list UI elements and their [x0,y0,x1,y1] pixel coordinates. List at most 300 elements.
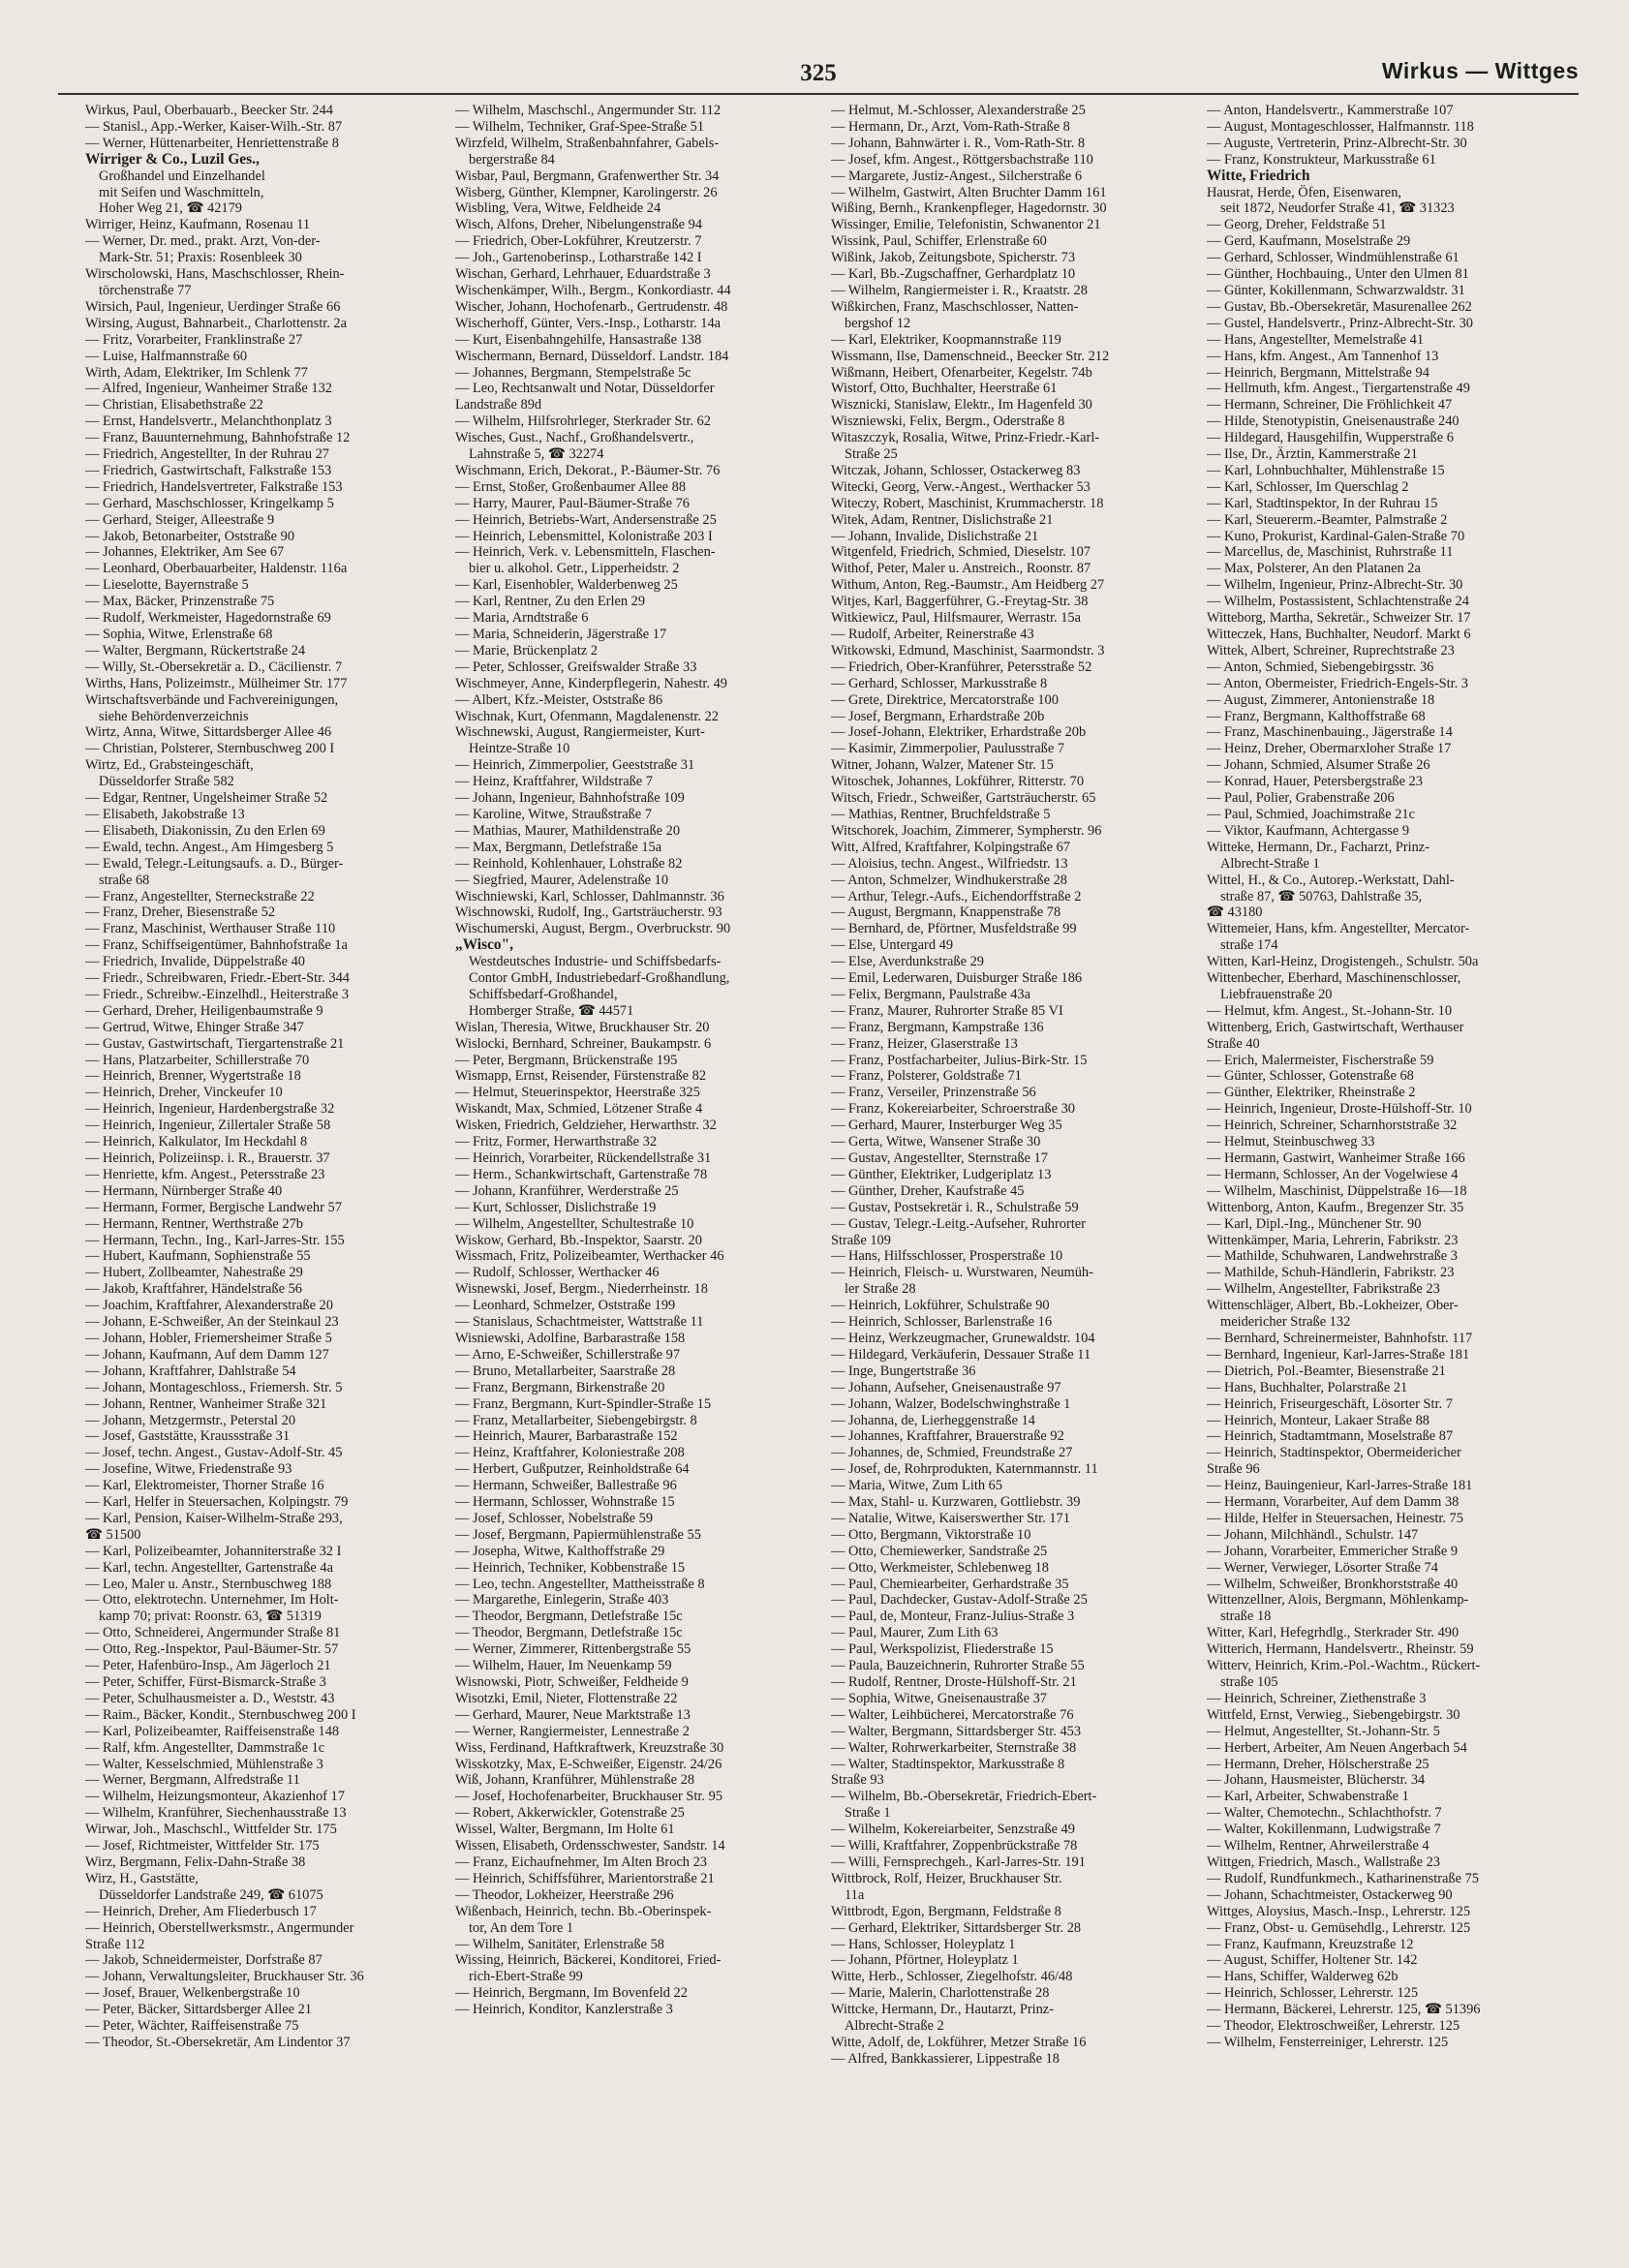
directory-entry: Witte, Friedrich [1207,168,1310,184]
directory-entry: — Hildegard, Verkäuferin, Dessauer Straße 11 [831,1346,1091,1363]
directory-entry: — Heinrich, Verk. v. Lebensmitteln, Flaschen- [455,544,716,561]
directory-entry: — Jakob, Schneidermeister, Dorfstraße 87 [85,1952,323,1969]
directory-entry: — Margarethe, Einlegerin, Straße 403 [455,1592,669,1609]
directory-entry: Wislan, Theresia, Witwe, Bruckhauser Str. 20 [455,1019,710,1035]
directory-entry: — Franz, Eichaufnehmer, Im Alten Broch 23 [455,1854,707,1870]
directory-entry: — Hans, Schlosser, Holeyplatz 1 [831,1936,1016,1952]
directory-entry: Wittgen, Friedrich, Masch., Wallstraße 23 [1207,1854,1440,1870]
directory-entry: — Günther, Dreher, Kaufstraße 45 [831,1182,1025,1199]
directory-entry: — Jakob, Kraftfahrer, Händelstraße 56 [85,1281,302,1298]
directory-entry: — Hilde, Stenotypistin, Gneisenaustraße 240 [1207,414,1460,430]
directory-entry: — Werner, Hüttenarbeiter, Henriettenstraße 8 [85,135,339,151]
directory-entry: Withum, Anton, Reg.-Baumstr., Am Heidberg 27 [831,577,1105,594]
directory-entry: — Johann, Walzer, Bodelschwinghstraße 1 [831,1395,1071,1412]
directory-entry: — Walter, Leihbücherei, Mercatorstraße 76 [831,1706,1074,1723]
directory-entry: — Heinrich, Ingenieur, Hardenbergstraße 32 [85,1101,335,1118]
directory-entry: — Franz, Verseiler, Prinzenstraße 56 [831,1085,1036,1101]
directory-entry: — Raim., Bäcker, Kondit., Sternbuschweg 200 I [85,1706,356,1723]
directory-entry: Wirzfeld, Wilhelm, Straßenbahnfahrer, Gabels- [455,135,720,151]
directory-entry: — Reinhold, Kohlenhauer, Lohstraße 82 [455,855,683,872]
directory-entry: — Peter, Schulhausmeister a. D., Weststr. 43 [85,1690,335,1706]
directory-entry: — Johann, Kraftfahrer, Dahlstraße 54 [85,1363,296,1379]
directory-entry: Wirtschaftsverbände und Fachvereinigungen, [85,691,339,708]
directory-entry: Wisnowski, Piotr, Schweißer, Feldheide 9 [455,1674,689,1690]
directory-entry: 11a [845,1886,865,1903]
directory-entry: Wistorf, Otto, Buchhalter, Heerstraße 61 [831,381,1058,397]
directory-entry: — Anton, Obermeister, Friedrich-Engels-Str. 3 [1207,675,1468,691]
directory-entry: — Elisabeth, Diakonissin, Zu den Erlen 69 [85,822,325,839]
directory-entry: Witteczek, Hans, Buchhalter, Neudorf. Markt 6 [1207,627,1471,642]
directory-entry: Wiß, Johann, Kranführer, Mühlenstraße 28 [455,1772,695,1789]
directory-entry: Witterv, Heinrich, Krim.-Pol.-Wachtm., Rückert- [1207,1658,1481,1674]
directory-entry: — Ralf, kfm. Angestellter, Dammstraße 1c [85,1739,325,1756]
directory-entry: — Hans, Buchhalter, Polarstraße 21 [1207,1379,1408,1395]
directory-entry: — Heinrich, Ingenieur, Zillertaler Straße 58 [85,1118,331,1134]
directory-entry: Straße 93 [831,1772,884,1789]
directory-entry: siehe Behördenverzeichnis [99,708,249,724]
directory-entry: — Werner, Zimmerer, Rittenbergstraße 55 [455,1641,692,1658]
directory-entry: — Josef-Johann, Elektriker, Erhardstraße 20b [831,724,1087,741]
directory-entry: — Hermann, Schreiner, Die Fröhlichkeit 47 [1207,397,1453,414]
directory-entry: — Heinrich, Brenner, Wygertstraße 18 [85,1068,301,1085]
directory-entry: — Karl, Elektromeister, Thorner Straße 16 [85,1478,324,1494]
directory-entry: — Wilhelm, Ingenieur, Prinz-Albrecht-Str. 30 [1207,577,1463,594]
directory-entry: — Walter, Kokillenmann, Ludwigstraße 7 [1207,1822,1441,1838]
directory-entry: Wisches, Gust., Nachf., Großhandelsvertr., [455,430,694,446]
directory-entry: — Joh., Gartenoberinsp., Lotharstraße 142 I [455,250,702,266]
directory-entry: — Fritz, Former, Herwarthstraße 32 [455,1134,658,1150]
directory-entry: — Grete, Direktrice, Mercatorstraße 100 [831,691,1059,708]
directory-entry: — Franz, Maschinenbauing., Jägerstraße 14 [1207,724,1453,741]
directory-entry: Wischumerski, August, Bergm., Overbruckstr. 90 [455,921,731,937]
directory-entry: — Heinrich, Monteur, Lakaer Straße 88 [1207,1412,1429,1428]
directory-entry: — Franz, Postfacharbeiter, Julius-Birk-Str. 15 [831,1052,1088,1068]
directory-entry: — Karl, Schlosser, Im Querschlag 2 [1207,478,1409,495]
directory-entry: — Felix, Bergmann, Paulstraße 43a [831,986,1030,1002]
directory-entry: — Johann, Kaufmann, Auf dem Damm 127 [85,1346,329,1363]
directory-entry: Wittenborg, Anton, Kaufm., Bregenzer Str. 35 [1207,1199,1464,1215]
directory-entry: — Alfred, Ingenieur, Wanheimer Straße 132 [85,381,332,397]
directory-entry: Wisberg, Günther, Klempner, Karolingerstr. 26 [455,184,718,200]
directory-entry: Wittek, Albert, Schreiner, Ruprechtstraße 23 [1207,642,1455,659]
directory-entry: — Heinrich, Lokführer, Schulstraße 90 [831,1298,1050,1314]
directory-entry: — Wilhelm, Schweißer, Bronkhorststraße 40 [1207,1576,1459,1592]
directory-entry: — Hubert, Zollbeamter, Nahestraße 29 [85,1265,303,1281]
directory-entry: — Konrad, Hauer, Petersbergstraße 23 [1207,774,1423,790]
directory-entry: — Hans, kfm. Angest., Am Tannenhof 13 [1207,348,1439,364]
directory-entry: — Heinrich, Dreher, Vinckeufer 10 [85,1085,283,1101]
directory-entry: — Mathilde, Schuh-Händlerin, Fabrikstr. 23 [1207,1265,1455,1281]
directory-entry: Wißenbach, Heinrich, techn. Bb.-Oberinspek- [455,1903,712,1919]
directory-entry: — Heinrich, Vorarbeiter, Rückendellstraße 31 [455,1150,712,1166]
directory-entry: Mark-Str. 51; Praxis: Rosenbleek 30 [99,250,302,266]
directory-entry: — Rudolf, Rundfunkmech., Katharinenstraße 75 [1207,1870,1479,1886]
directory-entry: — Hermann, Former, Bergische Landwehr 57 [85,1199,342,1215]
directory-entry: — Edgar, Rentner, Ungelsheimer Straße 52 [85,790,328,807]
directory-entry: — Rudolf, Rentner, Droste-Hülshoff-Str. 21 [831,1674,1077,1690]
directory-entry: — Peter, Hafenbüro-Insp., Am Jägerloch 21 [85,1658,331,1674]
directory-entry: — Gerhard, Maurer, Insterburger Weg 35 [831,1118,1062,1134]
directory-entry: Wittbrodt, Egon, Bergmann, Feldstraße 8 [831,1903,1061,1919]
directory-entry: — Wilhelm, Gastwirt, Alten Bruchter Damm 161 [831,184,1107,200]
directory-entry: — Johann, Kranführer, Werderstraße 25 [455,1182,679,1199]
directory-entry: — Inge, Bungertstraße 36 [831,1363,976,1379]
directory-entry: — Friedrich, Ober-Lokführer, Kreutzerstr. 7 [455,233,702,250]
directory-entry: — Gerta, Witwe, Wansener Straße 30 [831,1134,1041,1150]
directory-entry: — Gerhard, Steiger, Alleestraße 9 [85,511,275,528]
directory-entry: — Leo, techn. Angestellter, Mattheisstraße 8 [455,1576,705,1592]
directory-entry: — Bernhard, de, Pförtner, Musfeldstraße 99 [831,921,1077,937]
directory-entry: — Johannes, Bergmann, Stempelstraße 5c [455,364,692,381]
directory-entry: — Herbert, Arbeiter, Am Neuen Angerbach 54 [1207,1739,1467,1756]
directory-entry: — Arthur, Telegr.-Aufs., Eichendorffstraße 2 [831,888,1082,904]
directory-entry: — Hermann, Dr., Arzt, Vom-Rath-Straße 8 [831,118,1070,135]
directory-entry: — Franz, Konstrukteur, Markusstraße 61 [1207,151,1436,168]
directory-entry: Witteborg, Martha, Sekretär., Schweizer Str. 17 [1207,610,1471,627]
directory-entry: Contor GmbH, Industriebedarf-Großhandlung, [469,970,730,987]
directory-entry: Wiss, Ferdinand, Haftkraftwerk, Kreuzstraße 30 [455,1739,724,1756]
directory-entry: — Josef, techn. Angest., Gustav-Adolf-Str. 45 [85,1445,343,1461]
directory-entry: — Heinrich, Kalkulator, Im Heckdahl 8 [85,1134,308,1150]
directory-entry: — Aloisius, techn. Angest., Wilfriedstr. 13 [831,855,1068,872]
directory-entry: — Franz, Bauunternehmung, Bahnhofstraße 12 [85,430,351,446]
directory-entry: — Heinrich, Schlosser, Lehrerstr. 125 [1207,1985,1419,2002]
directory-entry: — Paul, de, Monteur, Franz-Julius-Straße 3 [831,1609,1075,1625]
directory-entry: — Wilhelm, Fensterreiniger, Lehrerstr. 125 [1207,2034,1449,2050]
directory-entry: — Karl, Polizeibeamter, Raiffeisenstraße 148 [85,1723,340,1739]
directory-entry: — Wilhelm, Kranführer, Siechenhausstraße 13 [85,1805,347,1822]
directory-entry: — Franz, Angestellter, Sterneckstraße 22 [85,888,315,904]
directory-entry: — Karl, Dipl.-Ing., Münchener Str. 90 [1207,1215,1422,1232]
directory-entry: Witte, Herb., Schlosser, Ziegelhofstr. 46/48 [831,1969,1073,1985]
directory-entry: — Heinrich, Maurer, Barbarastraße 152 [455,1428,678,1445]
directory-entry: — Natalie, Witwe, Kaiserswerther Str. 171 [831,1510,1070,1526]
directory-entry: — Leo, Rechtsanwalt und Notar, Düsseldorfer [455,381,715,397]
directory-entry: Withof, Peter, Maler u. Anstreich., Roonstr. 87 [831,561,1091,577]
directory-entry: Albrecht-Straße 2 [845,2018,944,2035]
directory-entry: — Willy, St.-Obersekretär a. D., Cäcilienstr. 7 [85,659,343,675]
directory-entry: Lahnstraße 5, ☎ 32274 [469,446,604,463]
directory-entry: — Heinrich, Zimmerpolier, Geeststraße 31 [455,757,695,774]
directory-entry: — Leonhard, Schmelzer, Oststraße 199 [455,1298,676,1314]
directory-entry: Straße 25 [845,446,898,463]
directory-entry: — Wilhelm, Kokereiarbeiter, Senzstraße 49 [831,1822,1075,1838]
directory-entry: — Walter, Chemotechn., Schlachthofstr. 7 [1207,1805,1442,1822]
directory-entry: Wischmann, Erich, Dekorat., P.-Bäumer-Str. 76 [455,462,721,478]
directory-entry: — Franz, Bergmann, Kampstraße 136 [831,1019,1044,1035]
directory-entry: — Karl, Arbeiter, Schwabenstraße 1 [1207,1789,1409,1805]
directory-entry: — Bernhard, Ingenieur, Karl-Jarres-Straße 181 [1207,1346,1470,1363]
directory-entry: — Friedrich, Ober-Kranführer, Petersstraße 52 [831,659,1092,675]
directory-entry: Wirriger, Heinz, Kaufmann, Rosenau 11 [85,217,311,233]
directory-entry: — Marie, Malerin, Charlottenstraße 28 [831,1985,1050,2002]
directory-entry: — Rudolf, Werkmeister, Hagedornstraße 69 [85,610,331,627]
directory-entry: — Wilhelm, Heizungsmonteur, Akazienhof 17 [85,1789,345,1805]
directory-columns [85,103,1584,2253]
directory-entry: — Paul, Polier, Grabenstraße 206 [1207,790,1395,807]
directory-entry: — Johann, Pförtner, Holeyplatz 1 [831,1952,1019,1969]
directory-entry: — Georg, Dreher, Feldstraße 51 [1207,217,1387,233]
directory-entry: — Max, Polsterer, An den Platanen 2a [1207,561,1421,577]
directory-entry: Wischenkämper, Wilh., Bergm., Konkordiastr. 44 [455,282,731,298]
directory-entry: Hausrat, Herde, Öfen, Eisenwaren, [1207,184,1401,200]
directory-entry: Wirtz, Anna, Witwe, Sittardsberger Allee 46 [85,724,332,741]
directory-entry: — Werner, Dr. med., prakt. Arzt, Von-der- [85,233,321,250]
directory-entry: Wissmach, Fritz, Polizeibeamter, Werthacker 46 [455,1248,724,1265]
directory-entry: — Wilhelm, Rentner, Ahrweilerstraße 4 [1207,1838,1429,1854]
directory-entry: Witte, Adolf, de, Lokführer, Metzer Straße 16 [831,2034,1087,2050]
directory-entry: Wittcke, Hermann, Dr., Hautarzt, Prinz- [831,2002,1054,2018]
directory-entry: Wissel, Walter, Bergmann, Im Holte 61 [455,1822,675,1838]
directory-entry: — Bruno, Metallarbeiter, Saarstraße 28 [455,1363,676,1379]
directory-entry: — Theodor, Bergmann, Detlefstraße 15c [455,1609,683,1625]
directory-entry: — Leo, Maler u. Anstr., Sternbuschweg 188 [85,1576,332,1592]
directory-entry: — Karl, Bb.-Zugschaffner, Gerhardplatz 10 [831,266,1076,283]
directory-entry: Witner, Johann, Walzer, Matener Str. 15 [831,757,1054,774]
directory-entry: Wischan, Gerhard, Lehrhauer, Eduardstraße 3 [455,266,711,283]
directory-entry: — Rudolf, Arbeiter, Reinerstraße 43 [831,627,1034,642]
directory-entry: — Leonhard, Oberbauarbeiter, Haldenstr. 116a [85,561,348,577]
directory-entry: Witaszczyk, Rosalia, Witwe, Prinz-Friedr.-Karl- [831,430,1100,446]
directory-entry: — Johann, E-Schweißer, An der Steinkaul 23 [85,1314,339,1331]
directory-entry: — Joachim, Kraftfahrer, Alexanderstraße 20 [85,1298,333,1314]
directory-entry: — Hermann, Techn., Ing., Karl-Jarres-Str. 155 [85,1232,345,1248]
directory-entry: — Luise, Halfmannstraße 60 [85,348,248,364]
directory-entry: — Josef, Bergmann, Papiermühlenstraße 55 [455,1526,701,1543]
directory-entry: — Peter, Schlosser, Greifswalder Straße 33 [455,659,697,675]
directory-entry: — Heinrich, Oberstellwerksmstr., Angermunder [85,1919,354,1936]
directory-entry: Wirz, Bergmann, Felix-Dahn-Straße 38 [85,1854,306,1870]
directory-entry: Straße 96 [1207,1461,1260,1478]
directory-entry: — Friedrich, Gastwirtschaft, Falkstraße 153 [85,462,332,478]
directory-entry: — Helmut, Angestellter, St.-Johann-Str. 5 [1207,1723,1440,1739]
directory-entry: — Heinrich, Friseurgeschäft, Lösorter Str. 7 [1207,1395,1453,1412]
directory-entry: — Walter, Stadtinspektor, Markusstraße 8 [831,1756,1065,1772]
directory-entry: Wisnewski, Josef, Bergm., Niederrheinstr. 18 [455,1281,708,1298]
directory-entry: — Heinz, Kraftfahrer, Wildstraße 7 [455,774,653,790]
directory-entry: Wischniewski, Karl, Schlosser, Dahlmannstr. 36 [455,888,724,904]
directory-entry: Wittenberg, Erich, Gastwirtschaft, Werthauser [1207,1019,1464,1035]
directory-entry: — Johanna, de, Lierheggenstraße 14 [831,1412,1035,1428]
directory-entry: Straße 112 [85,1936,145,1952]
directory-entry: — Emil, Lederwaren, Duisburger Straße 186 [831,970,1083,987]
directory-entry: — Gustav, Telegr.-Leitg.-Aufseher, Ruhrorter [831,1215,1086,1232]
directory-entry: — Sophia, Witwe, Erlenstraße 68 [85,627,273,642]
directory-entry: — Hans, Hilfsschlosser, Prosperstraße 10 [831,1248,1063,1265]
directory-entry: Witkowski, Edmund, Maschinist, Saarmondstr. 3 [831,642,1105,659]
directory-entry: — Kuno, Prokurist, Kardinal-Galen-Straße 70 [1207,528,1465,544]
directory-entry: — Willi, Fernsprechgeh., Karl-Jarres-Str. 191 [831,1854,1086,1870]
directory-entry: — Johann, Milchhändl., Schulstr. 147 [1207,1526,1419,1543]
directory-entry: Wirz, H., Gaststätte, [85,1870,199,1886]
directory-entry: ☎ 51500 [85,1526,141,1543]
directory-entry: — Theodor, Bergmann, Detlefstraße 15c [455,1625,683,1641]
directory-entry: Witecki, Georg, Verw.-Angest., Werthacker 53 [831,478,1091,495]
directory-entry: Witczak, Johann, Schlosser, Ostackerweg 83 [831,462,1081,478]
directory-entry: Wirths, Hans, Polizeimstr., Mülheimer Str. 177 [85,675,348,691]
directory-entry: — Heinz, Dreher, Obermarxloher Straße 17 [1207,741,1452,757]
directory-entry: — Werner, Verwieger, Lösorter Straße 74 [1207,1559,1438,1576]
directory-entry: — Anton, Handelsvertr., Kammerstraße 107 [1207,103,1454,118]
directory-entry: — Margarete, Justiz-Angest., Silcherstraße 6 [831,168,1083,184]
directory-entry: — Gerhard, Schlosser, Windmühlenstraße 61 [1207,250,1460,266]
directory-entry: — Gustav, Gastwirtschaft, Tiergartenstraße 21 [85,1035,345,1052]
directory-entry: — Robert, Akkerwickler, Gotenstraße 25 [455,1805,685,1822]
directory-entry: — Günther, Elektriker, Rheinstraße 2 [1207,1085,1416,1101]
directory-entry: Witter, Karl, Hefegrhdlg., Sterkrader Str. 490 [1207,1625,1460,1641]
directory-entry: — Johannes, Elektriker, Am See 67 [85,544,285,561]
directory-entry: — Heinrich, Schreiner, Ziethenstraße 3 [1207,1690,1427,1706]
directory-entry: — Johann, Montageschloss., Friemersh. Str. 5 [85,1379,343,1395]
directory-entry: Witteke, Hermann, Dr., Facharzt, Prinz- [1207,839,1429,855]
directory-entry: Schiffsbedarf-Großhandel, [469,986,618,1002]
directory-entry: — Günter, Kokillenmann, Schwarzwaldstr. 31 [1207,282,1465,298]
directory-entry: — Günther, Hochbauing., Unter den Ulmen 81 [1207,266,1469,283]
directory-entry: — Werner, Rangiermeister, Lennestraße 2 [455,1723,690,1739]
directory-entry: — Heinrich, Konditor, Kanzlerstraße 3 [455,2002,673,2018]
directory-entry: Witschorek, Joachim, Zimmerer, Sympherstr. 96 [831,822,1102,839]
directory-entry: — Hermann, Gastwirt, Wanheimer Straße 166 [1207,1150,1465,1166]
directory-entry: Wischer, Johann, Hochofenarb., Gertrudenstr. 48 [455,298,728,315]
directory-entry: Witjes, Karl, Baggerführer, G.-Freytag-Str. 38 [831,594,1089,610]
directory-entry: — Johann, Verwaltungsleiter, Bruckhauser Str. 36 [85,1969,364,1985]
directory-entry: — Gerd, Kaufmann, Moselstraße 29 [1207,233,1411,250]
directory-entry: — Max, Bäcker, Prinzenstraße 75 [85,594,275,610]
directory-entry: — Johann, Metzgermstr., Peterstal 20 [85,1412,296,1428]
directory-entry: — Walter, Bergmann, Rückertstraße 24 [85,642,306,659]
column-1 [85,103,447,2253]
directory-entry: — Gertrud, Witwe, Ehinger Straße 347 [85,1019,304,1035]
directory-entry: — Johann, Bahnwärter i. R., Vom-Rath-Str. 8 [831,135,1086,151]
directory-entry: — August, Montageschlosser, Halfmannstr. 118 [1207,118,1474,135]
directory-entry: — Wilhelm, Rangiermeister i. R., Kraatstr. 28 [831,282,1088,298]
directory-entry: Wißink, Jakob, Zeitungsbote, Spicherstr. 73 [831,250,1076,266]
directory-entry: — Gustav, Angestellter, Sternstraße 17 [831,1150,1048,1166]
directory-entry: — Ewald, techn. Angest., Am Himgesberg 5 [85,839,334,855]
directory-entry: — Franz, Metallarbeiter, Siebengebirgstr. 8 [455,1412,697,1428]
directory-entry: — Karl, Elektriker, Koopmannstraße 119 [831,331,1061,348]
directory-entry: — Josef, Bergmann, Erhardstraße 20b [831,708,1045,724]
directory-entry: — Karl, Helfer in Steuersachen, Kolpingstr. 79 [85,1494,349,1511]
directory-entry: — Helmut, Steinbuschweg 33 [1207,1134,1375,1150]
directory-entry: — Willi, Kraftfahrer, Zoppenbrückstraße 78 [831,1838,1078,1854]
directory-entry: — Hermann, Dreher, Hölscherstraße 25 [1207,1756,1429,1772]
directory-entry: Wislocki, Bernhard, Schreiner, Baukampstr. 6 [455,1035,712,1052]
directory-entry: Wiszniewski, Felix, Bergm., Oderstraße 8 [831,414,1065,430]
directory-entry: — Marie, Brückenplatz 2 [455,642,599,659]
directory-entry: Wißmann, Heibert, Ofenarbeiter, Kegelstr. 74b [831,364,1092,381]
directory-entry: — Peter, Schiffer, Fürst-Bismarck-Straße 3 [85,1674,326,1690]
directory-entry: — Heinrich, Lebensmittel, Kolonistraße 203 I [455,528,713,544]
directory-entry: — Franz, Bergmann, Kalthoffstraße 68 [1207,708,1426,724]
directory-entry: — Josef, Gaststätte, Kraussstraße 31 [85,1428,291,1445]
directory-entry: — Gerhard, Maschschlosser, Kringelkamp 5 [85,495,334,511]
directory-entry: — Josef, de, Rohrprodukten, Katernmannstr. 11 [831,1461,1098,1478]
directory-entry: straße 68 [99,872,150,888]
directory-entry: — Johann, Invalide, Dislichstraße 21 [831,528,1039,544]
directory-entry: Witeczy, Robert, Maschinist, Krummacherstr. 18 [831,495,1104,511]
directory-entry: — Franz, Polsterer, Goldstraße 71 [831,1068,1022,1085]
directory-entry: Wißkirchen, Franz, Maschschlosser, Natten- [831,298,1079,315]
page-header [58,56,1579,95]
directory-entry: — Albert, Kfz.-Meister, Oststraße 86 [455,691,663,708]
directory-entry: ler Straße 28 [845,1281,916,1298]
directory-entry: — Heinrich, Stadtinspektor, Obermeidericher [1207,1445,1461,1461]
directory-entry: — Kurt, Schlosser, Dislichstraße 19 [455,1199,657,1215]
directory-entry: — Josef, kfm. Angest., Röttgersbachstraße 110 [831,151,1093,168]
directory-entry: — Otto, Bergmann, Viktorstraße 10 [831,1526,1031,1543]
directory-entry: Wittel, H., & Co., Autorep.-Werkstatt, Dahl- [1207,872,1455,888]
directory-entry: — Max, Bergmann, Detlefstraße 15a [455,839,662,855]
directory-entry: straße 174 [1220,937,1278,954]
directory-entry: — Theodor, Elektroschweißer, Lehrerstr. 125 [1207,2018,1460,2035]
directory-entry: — Heinrich, Techniker, Kobbenstraße 15 [455,1559,686,1576]
directory-entry: — Kurt, Eisenbahngehilfe, Hansastraße 138 [455,331,702,348]
directory-entry: — Heinrich, Dreher, Am Fliederbusch 17 [85,1903,317,1919]
directory-entry: — Paul, Werkspolizist, Fliederstraße 15 [831,1641,1054,1658]
directory-entry: — Heinrich, Schlosser, Barlenstraße 16 [831,1314,1053,1331]
directory-entry: — Karl, Eisenhobler, Walderbenweg 25 [455,577,678,594]
directory-entry: — Franz, Kokereiarbeiter, Schroerstraße 30 [831,1101,1075,1118]
directory-entry: Wittemeier, Hans, kfm. Angestellter, Mercator- [1207,921,1470,937]
directory-entry: straße 105 [1220,1674,1278,1690]
directory-entry: — Wilhelm, Sanitäter, Erlenstraße 58 [455,1936,664,1952]
directory-entry: — Johann, Schachtmeister, Ostackerweg 90 [1207,1886,1453,1903]
directory-entry: — Wilhelm, Techniker, Graf-Spee-Straße 51 [455,118,705,135]
directory-entry: — Kasimir, Zimmerpolier, Paulusstraße 7 [831,741,1065,757]
directory-entry: — Herm., Schankwirtschaft, Gartenstraße 78 [455,1166,708,1182]
directory-entry: — Karoline, Witwe, Straußstraße 7 [455,806,652,822]
directory-entry: Wischerhoff, Günter, Vers.-Insp., Lotharstr. 14a [455,315,722,331]
directory-entry: Wittfeld, Ernst, Verwieg., Siebengebirgstr. 30 [1207,1706,1460,1723]
directory-entry: — Stanisl., App.-Werker, Kaiser-Wilh.-Str. 87 [85,118,343,135]
directory-entry: Wisbling, Vera, Witwe, Feldheide 24 [455,200,661,217]
directory-entry: — Viktor, Kaufmann, Achtergasse 9 [1207,822,1410,839]
directory-entry: Westdeutsches Industrie- und Schiffsbedarfs- [469,954,722,970]
directory-entry: seit 1872, Neudorfer Straße 41, ☎ 31323 [1220,200,1455,217]
directory-entry: — Gerhard, Dreher, Heiligenbaumstraße 9 [85,1002,323,1019]
directory-entry: — Ernst, Stoßer, Großenbaumer Allee 88 [455,478,687,495]
directory-entry: Straße 109 [831,1232,891,1248]
directory-entry: — Wilhelm, Maschinist, Düppelstraße 16—18 [1207,1182,1467,1199]
directory-entry: — Hans, Angestellter, Memelstraße 41 [1207,331,1425,348]
directory-entry: Liebfrauenstraße 20 [1220,986,1333,1002]
directory-entry: — Franz, Maschinist, Werthauser Straße 110 [85,921,336,937]
directory-entry: — Alfred, Bankkassierer, Lippestraße 18 [831,2050,1060,2067]
directory-entry: Wisznicki, Stanislaw, Elektr., Im Hagenfeld 30 [831,397,1092,414]
directory-entry: — Arno, E-Schweißer, Schillerstraße 97 [455,1346,681,1363]
directory-entry: — Hans, Platzarbeiter, Schillerstraße 70 [85,1052,310,1068]
directory-entry: — Karl, Pension, Kaiser-Wilhelm-Straße 293, [85,1510,343,1526]
directory-entry: Wischnewski, August, Rangiermeister, Kurt- [455,724,705,741]
directory-entry: „Wisco", [455,937,513,954]
directory-entry: — Jakob, Betonarbeiter, Oststraße 90 [85,528,295,544]
directory-entry: Düsseldorfer Straße 582 [99,774,234,790]
directory-entry: — Friedrich, Handelsvertreter, Falkstraße 153 [85,478,343,495]
directory-entry: — Josef, Schlosser, Nobelstraße 59 [455,1510,654,1526]
directory-entry: — Johann, Hausmeister, Blücherstr. 34 [1207,1772,1426,1789]
directory-entry: — Ewald, Telegr.-Leitungsaufs. a. D., Bürger- [85,855,344,872]
directory-entry: — Josef, Brauer, Welkenbergstraße 10 [85,1985,300,2002]
directory-entry: — Theodor, Lokheizer, Heerstraße 296 [455,1886,674,1903]
directory-entry: — Friedrich, Invalide, Düppelstraße 40 [85,954,305,970]
directory-entry: — Elisabeth, Jakobstraße 13 [85,806,245,822]
directory-entry: Witten, Karl-Heinz, Drogistengeh., Schulstr. 50a [1207,954,1479,970]
directory-entry: — Hermann, Nürnberger Straße 40 [85,1182,283,1199]
directory-entry: — Gerhard, Maurer, Neue Marktstraße 13 [455,1706,691,1723]
directory-entry: — Gerhard, Elektriker, Sittardsberger Str. 28 [831,1919,1082,1936]
directory-entry: — Paul, Schmied, Joachimstraße 21c [1207,806,1416,822]
